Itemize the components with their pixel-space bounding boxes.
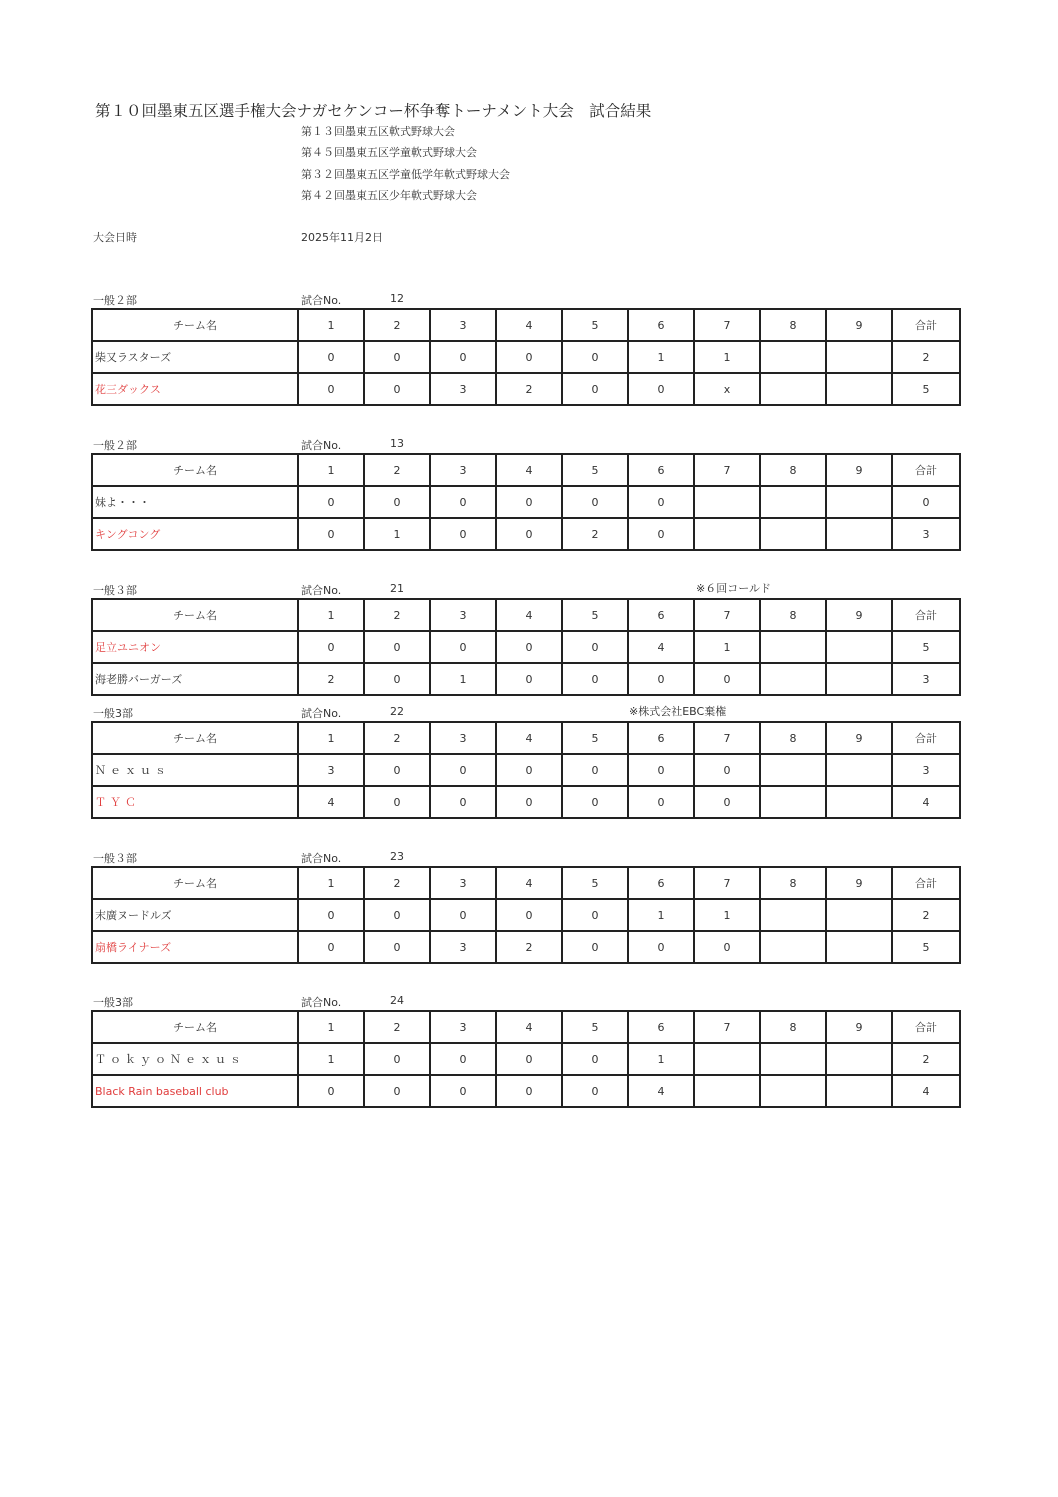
inning-score: 0: [364, 341, 430, 373]
inning-score: [826, 518, 892, 550]
inning-score: 0: [496, 663, 562, 695]
table-row: [92, 518, 960, 550]
inning-score: 0: [298, 899, 364, 931]
game-header: [91, 848, 957, 866]
inning-score: 0: [562, 899, 628, 931]
inning-score: 1: [694, 631, 760, 663]
inning-score: 0: [364, 899, 430, 931]
inning-column-header: 3: [430, 454, 496, 486]
game-block: [91, 703, 957, 819]
inning-score: 0: [562, 1075, 628, 1107]
inning-score: 1: [298, 1043, 364, 1075]
date-value: 2025年11月2日: [301, 231, 383, 244]
inning-column-header: 5: [562, 454, 628, 486]
inning-score: 0: [562, 931, 628, 963]
inning-column-header: 9: [826, 309, 892, 341]
subtitle: 第４２回墨東五区少年軟式野球大会: [301, 188, 477, 202]
inning-column-header: 1: [298, 722, 364, 754]
inning-score: 0: [430, 341, 496, 373]
inning-column-header: 8: [760, 309, 826, 341]
total-score: 0: [892, 486, 960, 518]
inning-score: [694, 1075, 760, 1107]
inning-score: [694, 518, 760, 550]
table-header-row: [92, 599, 960, 631]
inning-score: 0: [496, 341, 562, 373]
inning-column-header: 1: [298, 867, 364, 899]
total-column-header: 合計: [892, 309, 960, 341]
total-score: 4: [892, 1075, 960, 1107]
inning-score: [760, 663, 826, 695]
inning-score: [826, 1075, 892, 1107]
table-header-row: [92, 309, 960, 341]
inning-column-header: 7: [694, 1011, 760, 1043]
inning-score: 2: [562, 518, 628, 550]
game-no-label: 試合No.: [301, 294, 342, 307]
inning-column-header: 4: [496, 309, 562, 341]
inning-score: 0: [496, 631, 562, 663]
inning-score: [826, 663, 892, 695]
inning-column-header: 1: [298, 599, 364, 631]
inning-score: 2: [496, 931, 562, 963]
inning-score: 0: [364, 373, 430, 405]
inning-score: [760, 1075, 826, 1107]
inning-column-header: 2: [364, 722, 430, 754]
scoreboard-table: [91, 1010, 961, 1108]
inning-column-header: 6: [628, 454, 694, 486]
inning-score: 0: [364, 1075, 430, 1107]
inning-score: [760, 631, 826, 663]
inning-score: 0: [364, 1043, 430, 1075]
game-header: [91, 580, 957, 598]
inning-score: 0: [364, 931, 430, 963]
team-name: 花三ダックス: [92, 373, 298, 405]
table-row: [92, 1043, 960, 1075]
scoreboard-table: [91, 598, 961, 696]
team-name: 足立ユニオン: [92, 631, 298, 663]
inning-score: [760, 786, 826, 818]
table-row: [92, 899, 960, 931]
game-no-label: 試合No.: [301, 584, 342, 597]
scoreboard-table: [91, 308, 961, 406]
inning-column-header: 4: [496, 599, 562, 631]
inning-score: [826, 754, 892, 786]
inning-column-header: 3: [430, 599, 496, 631]
inning-column-header: 2: [364, 599, 430, 631]
total-column-header: 合計: [892, 867, 960, 899]
game-header: [91, 435, 957, 453]
inning-column-header: 7: [694, 722, 760, 754]
inning-score: [826, 1043, 892, 1075]
inning-score: 1: [694, 899, 760, 931]
game-header: [91, 703, 957, 721]
document-title: 第１０回墨東五区選手権大会ナガセケンコー杯争奪トーナメント大会 試合結果: [95, 102, 652, 120]
total-column-header: 合計: [892, 1011, 960, 1043]
inning-column-header: 7: [694, 309, 760, 341]
inning-score: 0: [496, 754, 562, 786]
game-no: 24: [390, 994, 404, 1007]
inning-score: 0: [562, 631, 628, 663]
team-column-header: チーム名: [92, 454, 298, 486]
game-block: [91, 580, 957, 696]
table-row: [92, 341, 960, 373]
inning-score: [760, 899, 826, 931]
inning-score: [760, 373, 826, 405]
inning-column-header: 3: [430, 1011, 496, 1043]
game-no: 22: [390, 705, 404, 718]
inning-score: 1: [628, 341, 694, 373]
inning-column-header: 5: [562, 722, 628, 754]
inning-score: [826, 931, 892, 963]
table-row: [92, 486, 960, 518]
game-no: 13: [390, 437, 404, 450]
inning-column-header: 9: [826, 454, 892, 486]
inning-score: 0: [364, 663, 430, 695]
inning-score: 0: [430, 518, 496, 550]
inning-score: [760, 754, 826, 786]
inning-score: 0: [628, 754, 694, 786]
division-label: 一般3部: [93, 996, 133, 1009]
inning-column-header: 8: [760, 599, 826, 631]
inning-score: [826, 899, 892, 931]
scoreboard-table: [91, 453, 961, 551]
inning-score: [694, 1043, 760, 1075]
inning-column-header: 6: [628, 1011, 694, 1043]
inning-score: 0: [562, 1043, 628, 1075]
inning-column-header: 1: [298, 1011, 364, 1043]
total-score: 2: [892, 341, 960, 373]
game-header: [91, 992, 957, 1010]
inning-score: 0: [628, 518, 694, 550]
inning-score: [826, 341, 892, 373]
table-row: [92, 663, 960, 695]
inning-column-header: 4: [496, 1011, 562, 1043]
team-name: ＴｏｋｙｏＮｅｘｕｓ: [92, 1043, 298, 1075]
inning-column-header: 3: [430, 722, 496, 754]
division-label: 一般3部: [93, 707, 133, 720]
inning-score: 2: [298, 663, 364, 695]
total-column-header: 合計: [892, 454, 960, 486]
inning-column-header: 9: [826, 867, 892, 899]
inning-score: 0: [298, 631, 364, 663]
inning-score: 0: [562, 754, 628, 786]
total-score: 2: [892, 899, 960, 931]
inning-column-header: 2: [364, 867, 430, 899]
date-label: 大会日時: [93, 231, 137, 244]
subtitle-list: [301, 124, 510, 209]
inning-score: 0: [694, 931, 760, 963]
team-name: 末廣ヌードルズ: [92, 899, 298, 931]
table-row: [92, 1075, 960, 1107]
inning-column-header: 4: [496, 722, 562, 754]
inning-score: 0: [430, 486, 496, 518]
subtitle: 第１３回墨東五区軟式野球大会: [301, 125, 455, 138]
inning-score: 0: [298, 931, 364, 963]
game-no: 23: [390, 850, 404, 863]
total-score: 3: [892, 663, 960, 695]
inning-score: 0: [298, 1075, 364, 1107]
table-row: [92, 931, 960, 963]
inning-score: [826, 486, 892, 518]
total-score: 3: [892, 754, 960, 786]
inning-score: 0: [298, 518, 364, 550]
division-label: 一般３部: [93, 852, 137, 865]
inning-score: 3: [430, 931, 496, 963]
team-name: Ｎｅｘｕｓ: [92, 754, 298, 786]
inning-score: 0: [364, 786, 430, 818]
inning-column-header: 7: [694, 599, 760, 631]
inning-score: 0: [694, 754, 760, 786]
inning-column-header: 1: [298, 454, 364, 486]
inning-column-header: 3: [430, 867, 496, 899]
inning-score: [826, 786, 892, 818]
inning-column-header: 4: [496, 867, 562, 899]
inning-score: 0: [562, 341, 628, 373]
team-column-header: チーム名: [92, 599, 298, 631]
game-no-label: 試合No.: [301, 996, 342, 1009]
team-column-header: チーム名: [92, 722, 298, 754]
inning-score: 1: [628, 1043, 694, 1075]
inning-score: [760, 341, 826, 373]
inning-column-header: 5: [562, 599, 628, 631]
game-block: [91, 290, 957, 406]
inning-score: 0: [364, 486, 430, 518]
inning-column-header: 6: [628, 309, 694, 341]
game-no-label: 試合No.: [301, 439, 342, 452]
team-name: 海老勝バーガーズ: [92, 663, 298, 695]
inning-score: 0: [496, 518, 562, 550]
inning-score: 1: [694, 341, 760, 373]
inning-score: [694, 486, 760, 518]
subtitle: 第３２回墨東五区学童低学年軟式野球大会: [301, 167, 510, 181]
inning-score: [760, 1043, 826, 1075]
inning-column-header: 7: [694, 454, 760, 486]
inning-column-header: 8: [760, 722, 826, 754]
inning-score: 0: [298, 373, 364, 405]
table-header-row: [92, 722, 960, 754]
game-note: ※６回コールド: [696, 582, 771, 595]
inning-score: 0: [364, 631, 430, 663]
inning-column-header: 2: [364, 454, 430, 486]
team-column-header: チーム名: [92, 1011, 298, 1043]
inning-score: [760, 518, 826, 550]
scoreboard-table: [91, 721, 961, 819]
inning-score: 3: [298, 754, 364, 786]
inning-column-header: 6: [628, 599, 694, 631]
total-column-header: 合計: [892, 599, 960, 631]
inning-column-header: 9: [826, 1011, 892, 1043]
game-no: 12: [390, 292, 404, 305]
inning-score: 0: [562, 373, 628, 405]
inning-score: 4: [298, 786, 364, 818]
inning-score: 0: [562, 786, 628, 818]
inning-score: 0: [694, 663, 760, 695]
scoreboard-table: [91, 866, 961, 964]
inning-score: 1: [364, 518, 430, 550]
total-score: 3: [892, 518, 960, 550]
inning-score: x: [694, 373, 760, 405]
inning-score: 2: [496, 373, 562, 405]
inning-column-header: 6: [628, 722, 694, 754]
inning-score: 4: [628, 1075, 694, 1107]
inning-column-header: 8: [760, 1011, 826, 1043]
inning-column-header: 5: [562, 867, 628, 899]
inning-score: 0: [628, 373, 694, 405]
inning-score: 0: [496, 899, 562, 931]
inning-column-header: 4: [496, 454, 562, 486]
inning-score: 4: [628, 631, 694, 663]
table-row: [92, 754, 960, 786]
inning-column-header: 8: [760, 454, 826, 486]
inning-score: 0: [496, 486, 562, 518]
inning-score: 0: [496, 1043, 562, 1075]
inning-column-header: 9: [826, 722, 892, 754]
inning-score: 0: [496, 1075, 562, 1107]
team-name: キングコング: [92, 518, 298, 550]
total-score: 4: [892, 786, 960, 818]
inning-column-header: 6: [628, 867, 694, 899]
game-block: [91, 848, 957, 964]
team-column-header: チーム名: [92, 309, 298, 341]
division-label: 一般２部: [93, 439, 137, 452]
table-header-row: [92, 454, 960, 486]
inning-column-header: 7: [694, 867, 760, 899]
game-header: [91, 290, 957, 308]
table-row: [92, 786, 960, 818]
team-name: 扇橋ライナーズ: [92, 931, 298, 963]
inning-score: 0: [694, 786, 760, 818]
inning-score: 0: [430, 1075, 496, 1107]
game-block: [91, 435, 957, 551]
division-label: 一般２部: [93, 294, 137, 307]
table-row: [92, 631, 960, 663]
team-name: ＴＹＣ: [92, 786, 298, 818]
team-name: 妹よ・・・: [92, 486, 298, 518]
game-no: 21: [390, 582, 404, 595]
inning-score: 0: [430, 786, 496, 818]
table-row: [92, 373, 960, 405]
total-score: 2: [892, 1043, 960, 1075]
inning-column-header: 1: [298, 309, 364, 341]
total-column-header: 合計: [892, 722, 960, 754]
inning-score: 0: [298, 341, 364, 373]
game-no-label: 試合No.: [301, 852, 342, 865]
inning-score: 3: [430, 373, 496, 405]
inning-score: [826, 373, 892, 405]
inning-score: [760, 931, 826, 963]
table-header-row: [92, 1011, 960, 1043]
inning-score: 0: [298, 486, 364, 518]
inning-column-header: 9: [826, 599, 892, 631]
team-name: Black Rain baseball club: [92, 1075, 298, 1107]
division-label: 一般３部: [93, 584, 137, 597]
subtitle: 第４５回墨東五区学童軟式野球大会: [301, 146, 477, 160]
inning-column-header: 3: [430, 309, 496, 341]
team-column-header: チーム名: [92, 867, 298, 899]
total-score: 5: [892, 373, 960, 405]
inning-column-header: 2: [364, 309, 430, 341]
inning-score: 0: [562, 663, 628, 695]
inning-score: 0: [430, 631, 496, 663]
inning-score: 0: [430, 899, 496, 931]
inning-column-header: 5: [562, 309, 628, 341]
inning-column-header: 2: [364, 1011, 430, 1043]
inning-column-header: 8: [760, 867, 826, 899]
inning-score: 1: [430, 663, 496, 695]
inning-score: 1: [628, 899, 694, 931]
inning-score: 0: [364, 754, 430, 786]
inning-score: 0: [496, 786, 562, 818]
inning-score: 0: [562, 486, 628, 518]
total-score: 5: [892, 931, 960, 963]
inning-score: [760, 486, 826, 518]
inning-score: 0: [430, 754, 496, 786]
table-header-row: [92, 867, 960, 899]
game-block: [91, 992, 957, 1108]
inning-score: 0: [628, 786, 694, 818]
game-no-label: 試合No.: [301, 707, 342, 720]
inning-score: 0: [430, 1043, 496, 1075]
inning-score: 0: [628, 663, 694, 695]
inning-score: [826, 631, 892, 663]
game-note: ※株式会社EBC棄権: [629, 705, 727, 718]
team-name: 柴又ラスターズ: [92, 341, 298, 373]
inning-score: 0: [628, 931, 694, 963]
inning-score: 0: [628, 486, 694, 518]
total-score: 5: [892, 631, 960, 663]
inning-column-header: 5: [562, 1011, 628, 1043]
